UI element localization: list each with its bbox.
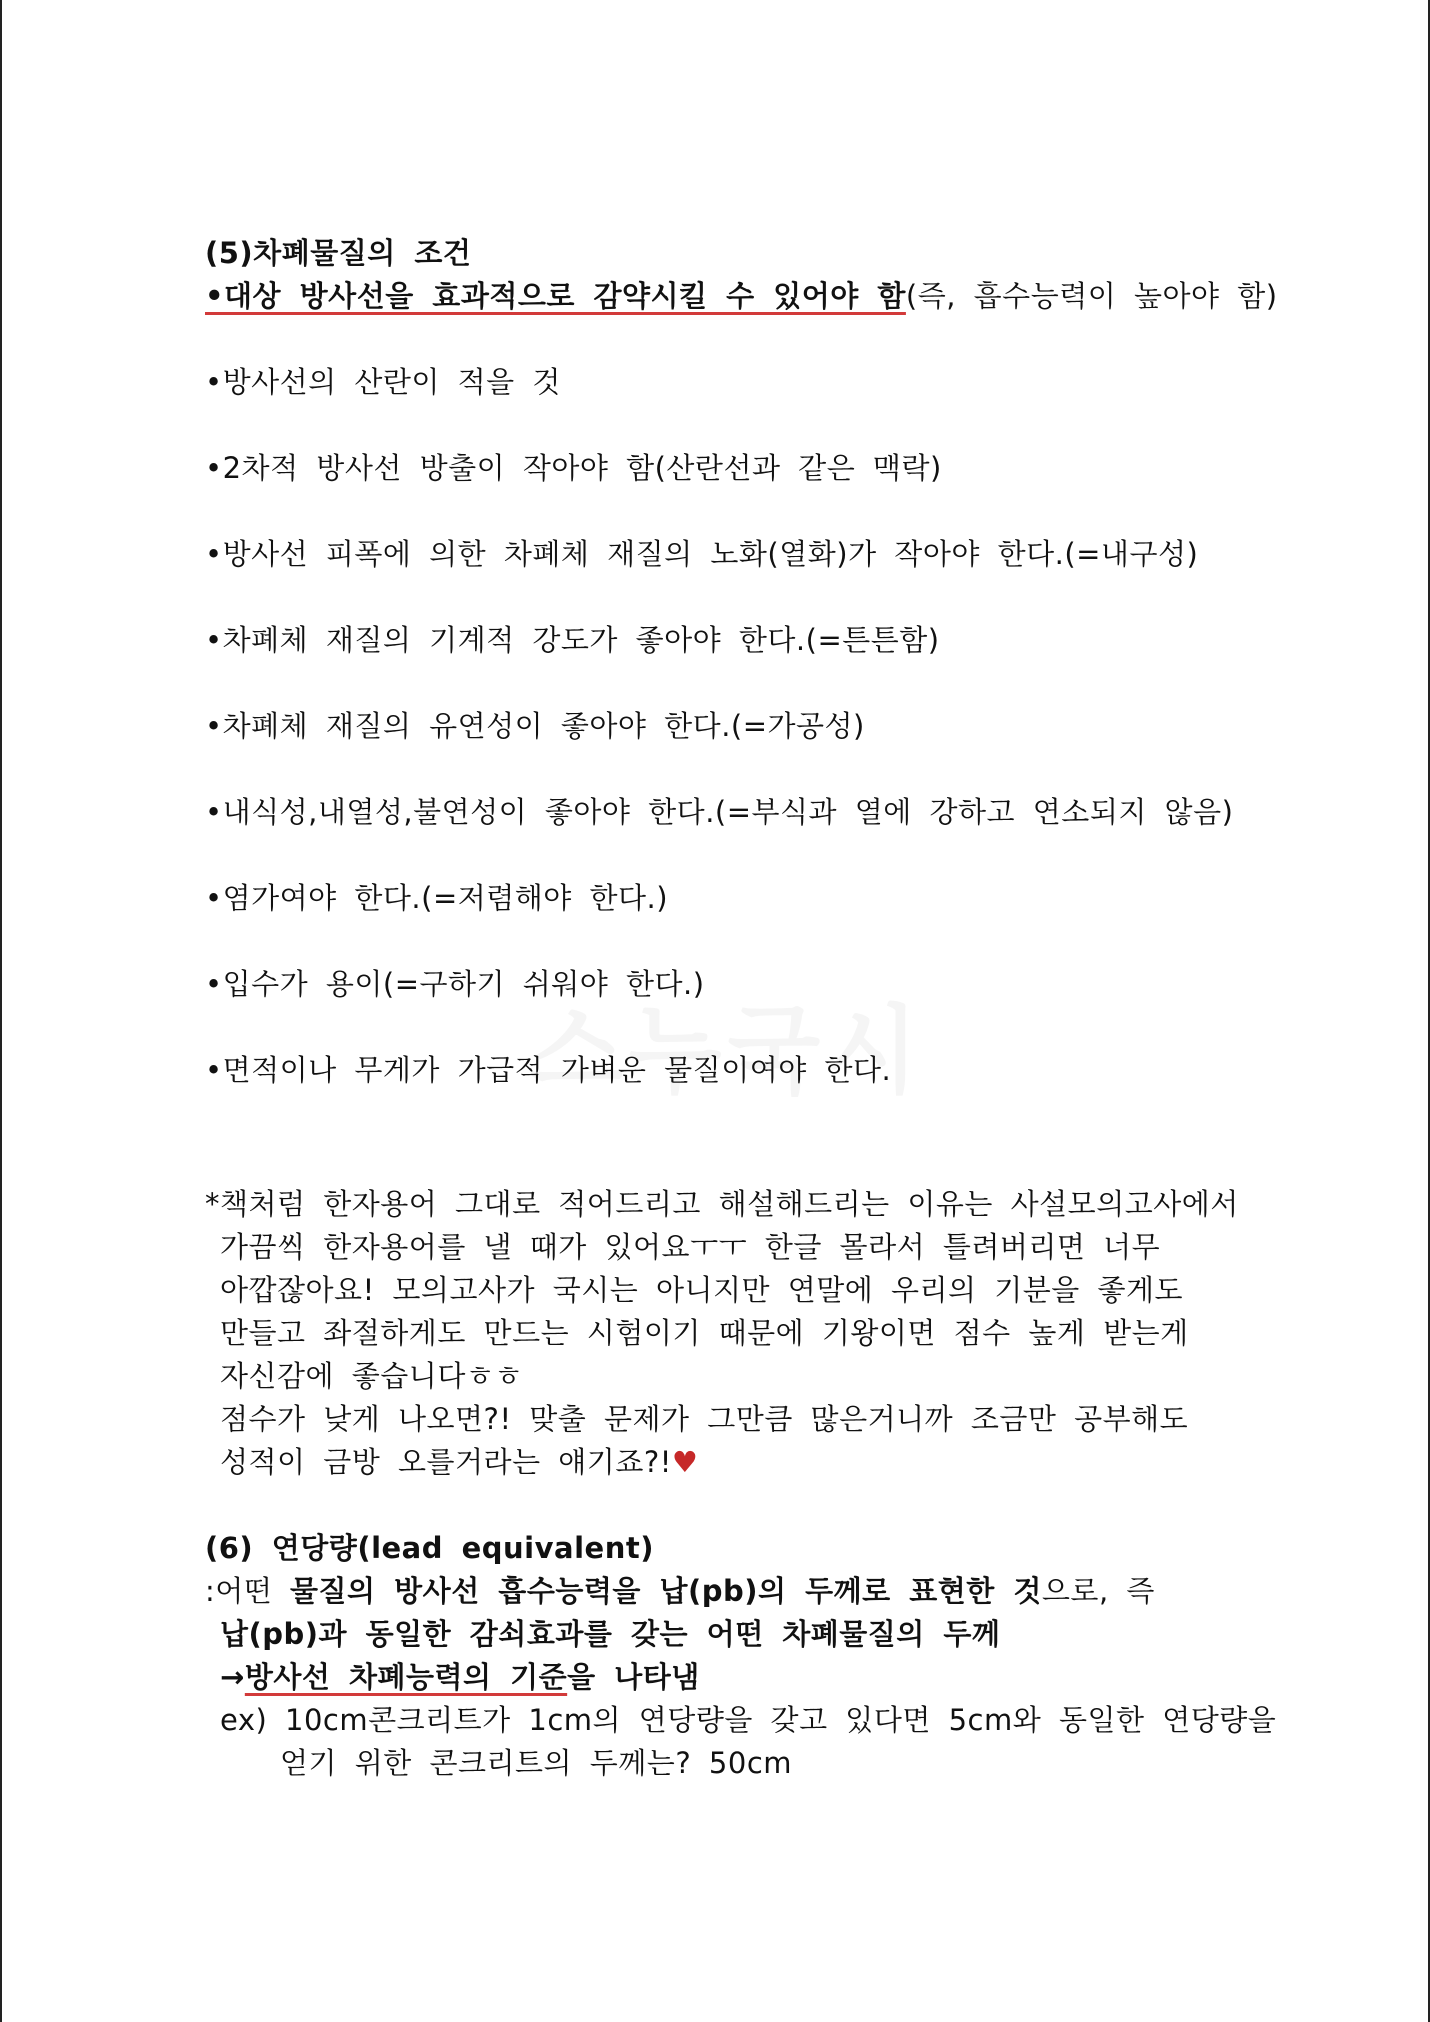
note-line: 가끔씩 한자용어를 낼 때가 있어요ㅜㅜ 한글 몰라서 틀려버리면 너무 <box>220 1230 1161 1264</box>
def-prefix: :어떤 <box>205 1574 291 1608</box>
def-underlined: 방사선 차폐능력의 기준 <box>244 1660 568 1694</box>
section5-bullet: •염가여야 한다.(=저렴해야 한다.) <box>205 881 669 915</box>
heart-icon: ♥ <box>671 1445 699 1479</box>
section5-bullet: •2차적 방사선 방출이 작아야 함(산란선과 같은 맥락) <box>205 451 942 485</box>
section5-bullet: •차폐체 재질의 기계적 강도가 좋아야 한다.(=튼튼함) <box>205 623 940 657</box>
section5-heading: (5)차폐물질의 조건 <box>205 236 472 270</box>
bullet1-emphasis: •대상 방사선을 효과적으로 감약시킬 수 있어야 함 <box>205 279 906 313</box>
note-line: 점수가 낮게 나오면?! 맞출 문제가 그만큼 많은거니까 조금만 공부해도 <box>220 1402 1189 1436</box>
note-line: 만들고 좌절하게도 만드는 시험이기 때문에 기왕이면 점수 높게 받는게 <box>220 1316 1189 1350</box>
note-line: *책처럼 한자용어 그대로 적어드리고 해설해드리는 이유는 사설모의고사에서 <box>205 1187 1239 1221</box>
section5-bullet: •입수가 용이(=구하기 쉬워야 한다.) <box>205 967 705 1001</box>
section6-definition-line2: 납(pb)과 동일한 감쇠효과를 갖는 어떤 차폐물질의 두께 <box>220 1617 1001 1651</box>
section6-definition-line3 <box>220 1657 700 1697</box>
note-last-text: 성적이 금방 오를거라는 얘기죠?! <box>220 1445 672 1479</box>
def-rest: 을 나타냄 <box>567 1660 700 1694</box>
section6-heading: (6) 연당량(lead equivalent) <box>205 1531 654 1565</box>
note-last-line <box>220 1442 698 1482</box>
section5-bullet: •내식성,내열성,불연성이 좋아야 한다.(=부식과 열에 강하고 연소되지 않음) <box>205 795 1234 829</box>
section5-bullet-1 <box>205 276 1278 316</box>
section5-bullet: •차폐체 재질의 유연성이 좋아야 한다.(=가공성) <box>205 709 865 743</box>
section6-definition-line1 <box>205 1571 1155 1611</box>
example-line2: 얻기 위한 콘크리트의 두께는? 50cm <box>280 1746 793 1780</box>
note-line: 아깝잖아요! 모의고사가 국시는 아니지만 연말에 우리의 기분을 좋게도 <box>220 1273 1184 1307</box>
section5-bullet: •면적이나 무게가 가급적 가벼운 물질이여야 한다. <box>205 1053 892 1087</box>
arrow-icon: → <box>220 1660 245 1694</box>
def-suffix: 으로, 즉 <box>1041 1574 1155 1608</box>
def-emphasis: 물질의 방사선 흡수능력을 납(pb)의 두께로 표현한 것 <box>290 1574 1042 1608</box>
section5-bullet: •방사선의 산란이 적을 것 <box>205 365 561 399</box>
page-border-left <box>0 0 2 2022</box>
section5-bullet: •방사선 피폭에 의한 차폐체 재질의 노화(열화)가 작아야 한다.(=내구성) <box>205 537 1199 571</box>
example-line1: ex) 10cm콘크리트가 1cm의 연당량을 갖고 있다면 5cm와 동일한 연당량을 <box>220 1703 1277 1737</box>
bullet1-rest: (즉, 흡수능력이 높아야 함) <box>905 279 1278 313</box>
note-line: 자신감에 좋습니다ㅎㅎ <box>220 1359 523 1393</box>
